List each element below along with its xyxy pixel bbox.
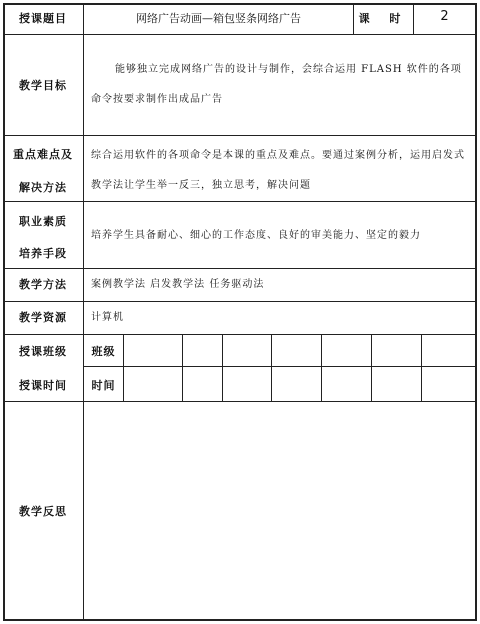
objective-text: 能够独立完成网络广告的设计与制作，会综合运用 FLASH 软件的各项命令按要求制作出成品广告 — [91, 64, 462, 105]
schedule-grid-divider — [371, 334, 372, 402]
hours-value: 2 — [440, 9, 449, 24]
table-border-bottom — [3, 619, 477, 621]
method-label: 教学方法 — [19, 278, 67, 291]
schedule-grid-divider — [222, 334, 223, 402]
table-border-right — [475, 3, 477, 621]
schedule-mid-divider — [83, 366, 477, 367]
lesson-plan-table — [3, 3, 477, 621]
row-divider — [3, 135, 477, 136]
keypoints-text: 综合运用软件的各项命令是本课的重点及难点。要通过案例分析，运用启发式教学法让学生举一反三，独立思考，解决问题 — [91, 150, 465, 191]
keypoints-label-line2: 解决方法 — [19, 181, 67, 194]
row-divider — [3, 334, 477, 335]
schedule-grid-divider — [321, 334, 322, 402]
row-divider — [3, 34, 477, 35]
class-schedule-label: 授课班级 — [19, 345, 67, 358]
schedule-grid-divider — [271, 334, 272, 402]
quality-label-line1: 职业素质 — [19, 215, 67, 228]
reflection-area[interactable] — [84, 402, 475, 619]
objective-label: 教学目标 — [19, 79, 67, 92]
topic-label: 授课题目 — [19, 12, 67, 25]
quality-label-line2: 培养手段 — [19, 247, 67, 260]
class-label: 班级 — [91, 345, 116, 358]
row-divider — [3, 268, 477, 269]
schedule-grid-divider — [123, 334, 124, 402]
quality-text: 培养学生具备耐心、细心的工作态度、良好的审美能力、坚定的毅力 — [91, 230, 421, 241]
topic-value: 网络广告动画—箱包竖条网络广告 — [136, 12, 301, 25]
hours-label: 课 时 — [358, 12, 409, 25]
keypoints-label-line1: 重点难点及 — [13, 148, 73, 161]
time-schedule-label: 授课时间 — [19, 379, 67, 392]
table-border-top — [3, 3, 477, 5]
resource-text: 计算机 — [91, 312, 124, 323]
resource-label: 教学资源 — [19, 311, 67, 324]
time-label: 时间 — [91, 379, 116, 392]
reflection-label: 教学反思 — [19, 505, 67, 518]
schedule-grid-divider — [421, 334, 422, 402]
method-text: 案例教学法 启发教学法 任务驱动法 — [91, 279, 265, 290]
schedule-grid-divider — [182, 334, 183, 402]
row-divider — [3, 301, 477, 302]
row-divider — [3, 201, 477, 202]
